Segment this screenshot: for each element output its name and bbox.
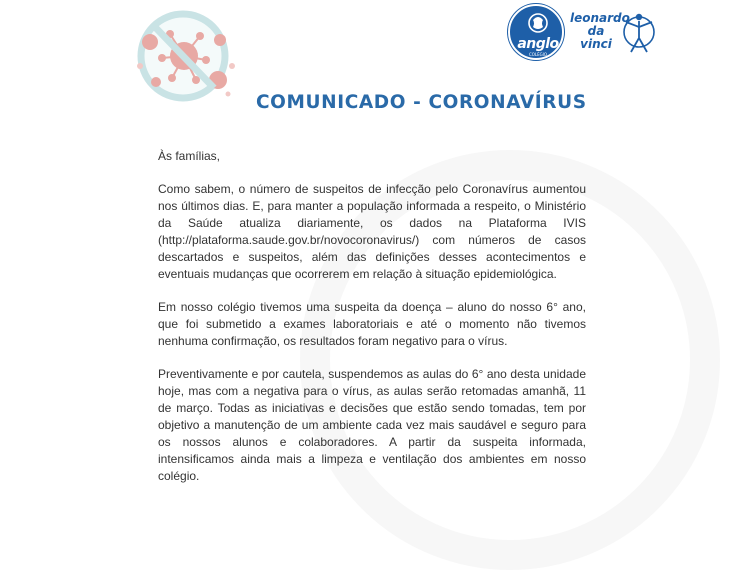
letter-paragraph-2: Em nosso colégio tivemos uma suspeita da doença – aluno do nosso 6° ano, que foi submetido a exames laboratoriais e até o momento não tivemos nenhuma confirmação, os resultados foram negativo para o vírus. xyxy=(158,300,586,348)
leonardo-logo-line1: leonardo xyxy=(570,11,630,25)
lion-icon xyxy=(526,11,550,35)
school-logos xyxy=(508,4,738,60)
letter-paragraph-3: Preventivamente e por cautela, suspendemos as aulas do 6° ano desta unidade hoje, mas com a negativa para o vírus, as aulas serão retomadas amanhã, 11 de março. Todas as iniciativas e decisões que estão sendo tomadas, tem por objetivo a manutenção de um ambiente cada vez mais saudável e seguro para os nossos alunos e colaboradores. A partir da suspeita informada, intensificamos ainda mais a limpeza e ventilação dos ambientes em nosso colégio. xyxy=(158,367,586,483)
letter-paragraph-1: Como sabem, o número de suspeitos de infecção pelo Coronavírus aumentou nos últimos dias. E, para manter a população informada a respeito, o Ministério da Saúde atualiza diariamente, os dados na Plataforma IVIS (http://plataforma.saude.gov.br/novocoronavirus/) com números de casos descartados e suspeitos, além das definições desses acontecimentos e eventuais mudanças que ocorrerem em relação à situação epidemiológica. xyxy=(158,182,586,281)
page-title: COMUNICADO - CORONAVÍRUS xyxy=(256,92,587,113)
vitruvian-figure-icon xyxy=(622,8,656,56)
leonardo-logo-text xyxy=(570,11,630,51)
anglo-logo-sub: COLÉGIO xyxy=(528,52,548,57)
anglo-logo xyxy=(508,4,564,60)
leonardo-logo-line2: da vinci xyxy=(580,24,612,51)
anglo-logo-word: anglo xyxy=(517,36,559,52)
crossed-out-virus-icon xyxy=(128,10,248,110)
letter-body xyxy=(158,148,586,501)
letter-greeting: Às famílias, xyxy=(158,149,221,163)
